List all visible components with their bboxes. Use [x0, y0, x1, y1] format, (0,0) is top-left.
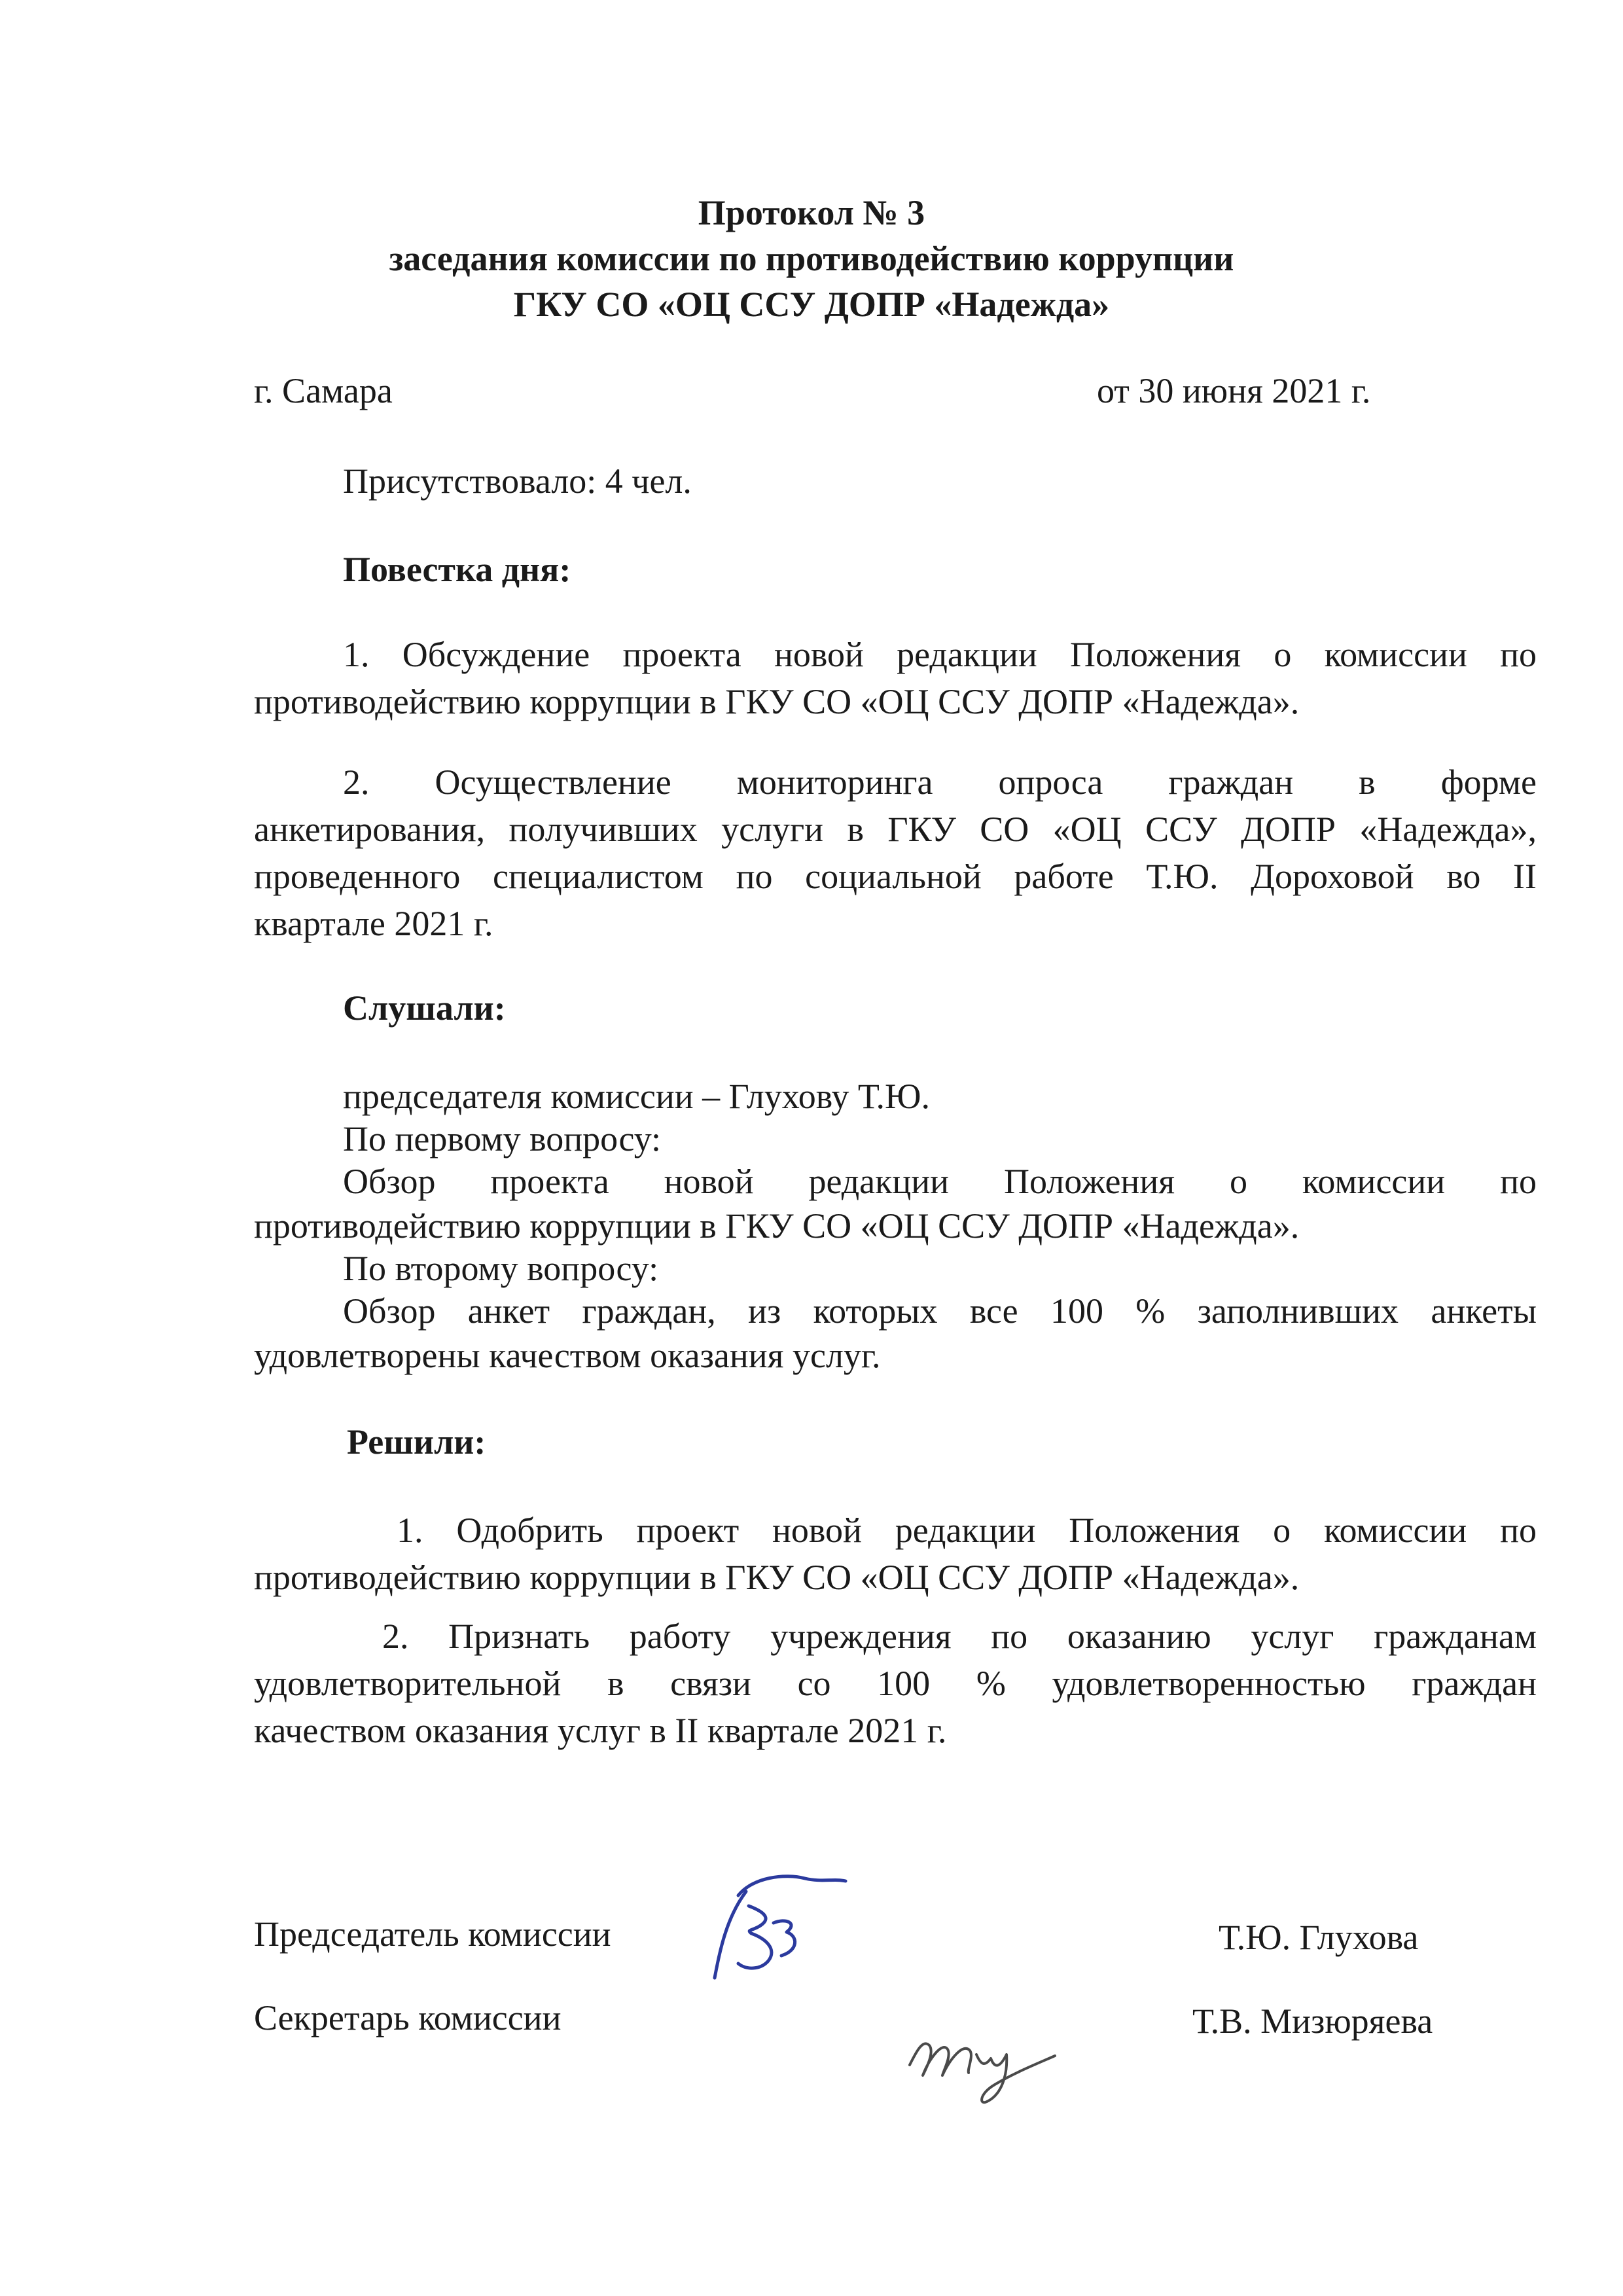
agenda-item-2-line-2: анкетирования, получивших услуги в ГКУ СО «ОЦ ССУ ДОПР «Надежда»,: [254, 810, 1537, 849]
secretary-signature: [903, 2013, 1073, 2111]
secretary-signature-stroke-1: [910, 2043, 971, 2075]
decided-heading: Решили:: [347, 1422, 486, 1462]
agenda-item-2-line-3: проведенного специалистом по социальной работе Т.Ю. Дороховой во II: [254, 857, 1537, 896]
document-subtitle: заседания комиссии по противодействию коррупции: [389, 239, 1234, 278]
agenda-item-2-line-1: 2. Осуществление мониторинга опроса граждан в форме: [343, 762, 1537, 802]
heard-q2-line-1: Обзор анкет граждан, из которых все 100 % заполнивших анкеты: [343, 1291, 1537, 1331]
heard-q1-line-2: противодействию коррупции в ГКУ СО «ОЦ ССУ ДОПР «Надежда».: [254, 1206, 1300, 1246]
heard-q2-line-2: удовлетворены качеством оказания услуг.: [254, 1336, 881, 1375]
attendance: Присутствовало: 4 чел.: [343, 461, 692, 501]
document-title: Протокол № 3: [698, 193, 925, 232]
protocol-date: от 30 июня 2021 г.: [1097, 371, 1371, 410]
chair-name: Т.Ю. Глухова: [1219, 1918, 1419, 1957]
chair-signature-stroke-3: [738, 1906, 772, 1968]
heard-q1-line-1: Обзор проекта новой редакции Положения о комиссии по: [343, 1162, 1537, 1201]
city: г. Самара: [254, 371, 393, 410]
decided-item-2-line-3: качеством оказания услуг в II квартале 2021 г.: [254, 1711, 947, 1750]
decided-item-1-line-2: противодействию коррупции в ГКУ СО «ОЦ ССУ ДОПР «Надежда».: [254, 1558, 1300, 1597]
decided-item-2-line-2: удовлетворительной в связи со 100 % удовлетворенностью граждан: [254, 1664, 1537, 1703]
heard-q2-label: По второму вопросу:: [343, 1249, 659, 1288]
secretary-signature-stroke-2: [976, 2054, 1055, 2102]
agenda-item-1-line-1: 1. Обсуждение проекта новой редакции Положения о комиссии по: [343, 635, 1537, 674]
heard-q1-label: По первому вопросу:: [343, 1119, 662, 1158]
heard-heading: Слушали:: [343, 988, 506, 1028]
chair-signature-stroke-2: [738, 1876, 846, 1895]
agenda-heading: Повестка дня:: [343, 550, 571, 589]
agenda-item-2-line-4: квартале 2021 г.: [254, 904, 493, 943]
chair-signature: [700, 1865, 857, 1983]
agenda-item-1-line-2: противодействию коррупции в ГКУ СО «ОЦ ССУ ДОПР «Надежда».: [254, 682, 1300, 721]
secretary-role: Секретарь комиссии: [254, 1998, 562, 2037]
decided-item-1-line-1: 1. Одобрить проект новой редакции Положения о комиссии по: [397, 1511, 1537, 1550]
organization-name: ГКУ СО «ОЦ ССУ ДОПР «Надежда»: [513, 285, 1110, 324]
heard-speaker: председателя комиссии – Глухову Т.Ю.: [343, 1077, 930, 1116]
chair-role: Председатель комиссии: [254, 1914, 611, 1954]
secretary-name: Т.В. Мизюряева: [1192, 2001, 1433, 2041]
decided-item-2-line-1: 2. Признать работу учреждения по оказанию услуг гражданам: [382, 1617, 1537, 1656]
chair-signature-stroke-4: [774, 1921, 795, 1956]
